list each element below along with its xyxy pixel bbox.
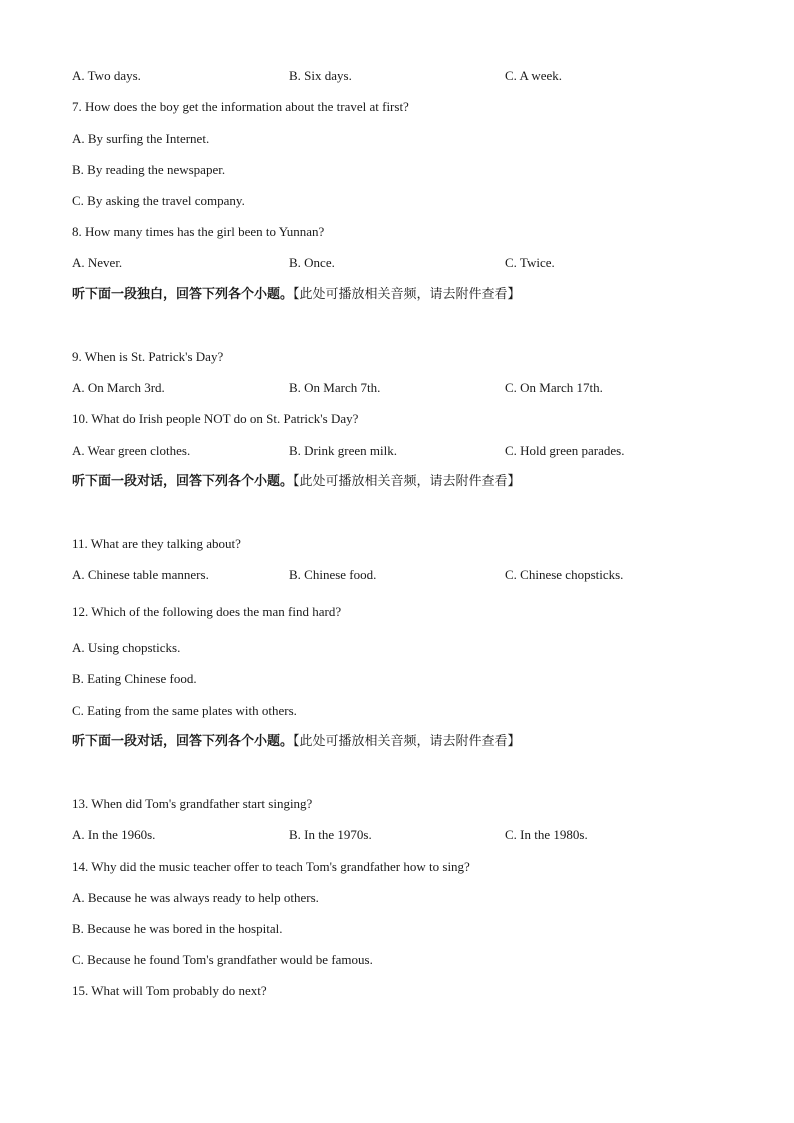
section-instruction xyxy=(72,734,521,750)
q11-option-c: C. Chinese chopsticks. xyxy=(505,567,624,582)
q7-option-b: B. By reading the newspaper. xyxy=(72,162,226,177)
q11-option-b: B. Chinese food. xyxy=(289,567,377,582)
q7-question: 7. How does the boy get the information about the travel at first? xyxy=(72,99,409,114)
q8-option-a: A. Never. xyxy=(72,255,123,270)
q15-question: 15. What will Tom probably do next? xyxy=(72,983,267,998)
q14-question: 14. Why did the music teacher offer to teach Tom's grandfather how to sing? xyxy=(72,859,470,874)
q13-option-c: C. In the 1980s. xyxy=(505,827,588,842)
q8-option-c: C. Twice. xyxy=(505,255,555,270)
q11-option-a: A. Chinese table manners. xyxy=(72,567,209,582)
q14-option-c: C. Because he found Tom's grandfather would be famous. xyxy=(72,952,373,967)
q9-question: 9. When is St. Patrick's Day? xyxy=(72,349,224,364)
q8-option-b: B. Once. xyxy=(289,255,335,270)
q6-option-b: B. Six days. xyxy=(289,68,352,83)
q7-option-c: C. By asking the travel company. xyxy=(72,193,245,208)
audio-note: 【此处可播放相关音频，请去附件查看】 xyxy=(293,474,521,489)
q14-option-b: B. Because he was bored in the hospital. xyxy=(72,921,283,936)
audio-note: 【此处可播放相关音频，请去附件查看】 xyxy=(293,734,521,749)
q7-option-a: A. By surfing the Internet. xyxy=(72,131,210,146)
q9-option-a: A. On March 3rd. xyxy=(72,380,165,395)
q12-option-b: B. Eating Chinese food. xyxy=(72,671,197,686)
instruction-text: 听下面一段对话，回答下列各个小题。 xyxy=(72,734,294,749)
q10-option-a: A. Wear green clothes. xyxy=(72,443,191,458)
q12-question: 12. Which of the following does the man find hard? xyxy=(72,604,342,619)
audio-note: 【此处可播放相关音频，请去附件查看】 xyxy=(293,287,521,302)
instruction-text: 听下面一段独白，回答下列各个小题。 xyxy=(72,287,294,302)
q10-option-c: C. Hold green parades. xyxy=(505,443,625,458)
q9-option-c: C. On March 17th. xyxy=(505,380,603,395)
q12-option-c: C. Eating from the same plates with others. xyxy=(72,703,297,718)
q12-option-a: A. Using chopsticks. xyxy=(72,640,181,655)
q14-option-a: A. Because he was always ready to help others. xyxy=(72,890,319,905)
q9-option-b: B. On March 7th. xyxy=(289,380,381,395)
q10-option-b: B. Drink green milk. xyxy=(289,443,397,458)
q11-question: 11. What are they talking about? xyxy=(72,536,241,551)
q13-question: 13. When did Tom's grandfather start singing? xyxy=(72,796,313,811)
q6-option-c: C. A week. xyxy=(505,68,563,83)
section-instruction xyxy=(72,287,521,303)
section-instruction xyxy=(72,474,521,490)
q13-option-a: A. In the 1960s. xyxy=(72,827,156,842)
q6-option-a: A. Two days. xyxy=(72,68,141,83)
q10-question: 10. What do Irish people NOT do on St. Patrick's Day? xyxy=(72,411,359,426)
q13-option-b: B. In the 1970s. xyxy=(289,827,372,842)
instruction-text: 听下面一段对话，回答下列各个小题。 xyxy=(72,474,294,489)
q8-question: 8. How many times has the girl been to Yunnan? xyxy=(72,224,325,239)
